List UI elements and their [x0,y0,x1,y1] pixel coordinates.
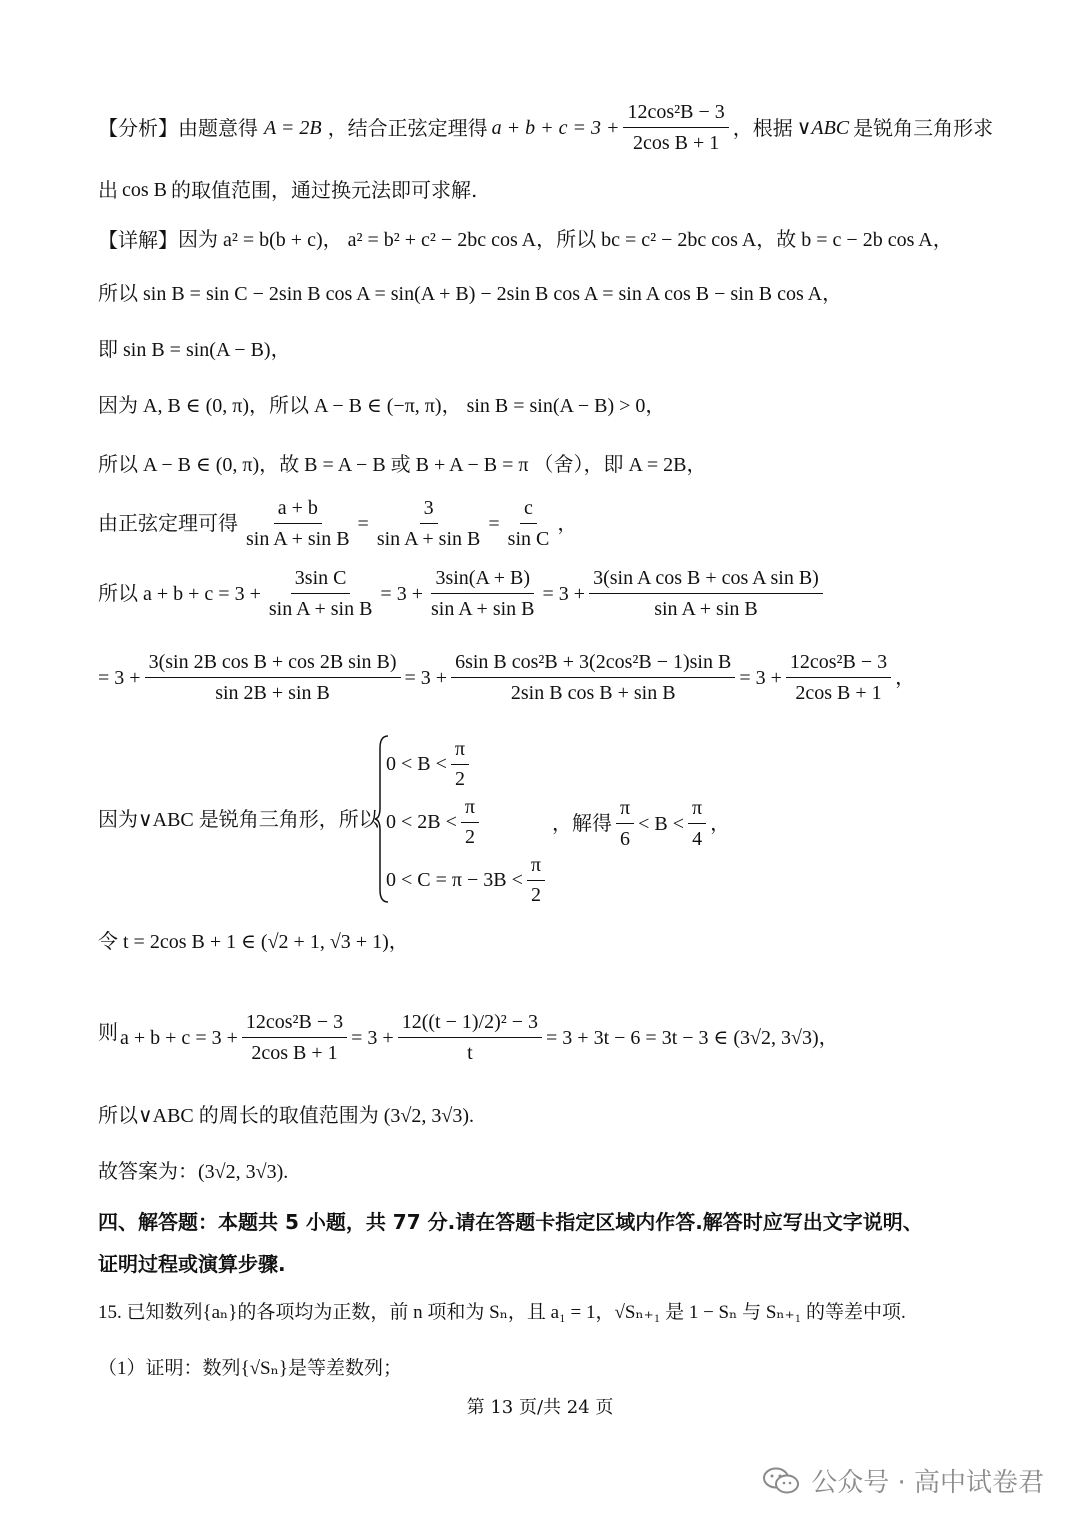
l7-f2-num: 3sin(A + B) [431,566,534,594]
l8-f2-num: 6sin B cos²B + 3(2cos²B − 1)sin B [451,650,735,678]
l11-f2-num: 12((t − 1)/2)² − 3 [398,1010,542,1038]
section-4-heading-cont: 证明过程或演算步骤. [98,1252,286,1276]
detail-line-11 [120,1010,1020,1065]
l7-f2-den: sin A + sin B [430,598,535,620]
l6-f1-den: sin A + sin B [246,528,350,550]
analysis-text-3: ，根据 [732,115,793,140]
l7-f3-num: 3(sin A cos B + cos A sin B) [589,566,823,594]
sys2-den: 2 [464,826,475,848]
wechat-icon [761,1466,801,1496]
detail-line-9-solve [552,796,730,851]
watermark-text: 公众号 · 高中试卷君 [811,1468,1044,1498]
analysis-fraction [623,100,728,155]
l6-f2-num: 3 [420,496,438,524]
l6-frac-2 [373,496,485,551]
sys2-text: 0 < 2B < [386,811,457,833]
l9-solve: ，解得 [552,812,612,835]
l8-frac-1 [145,650,401,705]
l11-a: a + b + c = 3 + [120,1026,238,1049]
l7-frac-2 [427,566,539,621]
analysis-line2-math: cos B [122,179,167,201]
l11-f1-den: 2cos B + 1 [251,1042,338,1064]
detail-line-8 [98,650,1020,705]
detail-line-5: 所以 A − B ∈ (0, π)，故 B = A − B 或 B + A − B = π （舍），即 A = 2B， [98,454,707,476]
l7-eq-2: = 3 + [542,582,586,605]
l9-f1-den: 6 [620,828,631,850]
detail-line-4: 因为 A, B ∈ (0, π)，所以 A − B ∈ (−π, π)， sin B = sin(A − B) > 0， [98,395,666,417]
analysis-math-2: a + b + c = 3 + [491,116,620,139]
l8-end: ， [895,666,916,689]
analysis-text-2: ，结合正弦定理得 [327,115,488,140]
l11-frac-2 [398,1010,542,1065]
detail-line-6 [98,496,1020,551]
l8-eq-2: = 3 + [739,666,782,689]
l9-end: ， [710,812,731,835]
detail-line-7 [98,566,1020,621]
detail-line-3: 即 sin B = sin(A − B)， [98,339,291,361]
analysis-line2-a: 出 [98,178,118,202]
l6-frac-3 [504,496,554,551]
l9-f1-num: π [616,796,634,824]
sys3-den: 2 [530,884,541,906]
sys2-num: π [461,796,479,823]
analysis-tag: 【分析】 [98,115,178,140]
sys1-den: 2 [454,768,465,790]
sys1-num: π [451,738,469,765]
analysis-text-1: 由题意得 [178,115,258,140]
l6-eq-1: = [357,512,369,535]
l9-frac-2 [688,796,706,851]
l6-f3-num: c [520,496,537,524]
l9-f2-num: π [688,796,706,824]
sys3-text: 0 < C = π − 3B < [386,869,523,891]
detail-line-1 [98,228,1020,252]
analysis-line2-b: 的取值范围，通过换元法即可求解. [171,178,478,202]
system-ineq-3 [386,854,549,907]
l9-f2-den: 4 [692,828,703,850]
l6-frac-1 [242,496,354,551]
l8-eq-1: = 3 + [404,666,448,689]
l7-text: 所以 a + b + c = 3 + [98,582,261,605]
l6-end: ， [557,512,578,535]
analysis-text-4: 是锐角三角形求 [853,115,994,140]
detail-l1: 因为 a² = b(b + c)， a² = b² + c² − 2bc cos A，所以 bc = c² − 2bc cos A，故 b = c − 2b cos A， [178,229,953,251]
analysis-line-1 [98,100,1020,155]
l6-f2-den: sin A + sin B [376,528,481,550]
l6-f1-num: a + b [274,496,322,524]
analysis-line-2 [98,178,1020,202]
l6-text: 由正弦定理可得 [98,512,238,535]
sys1-frac [451,738,469,791]
l7-f1-num: 3sin C [291,566,351,594]
detail-line-13: 故答案为：(3√2, 3√3). [98,1161,289,1183]
analysis-math-1: A = 2B [264,116,322,139]
l8-f1-den: sin 2B + sin B [215,682,330,704]
l8-f3-den: 2cos B + 1 [795,682,882,704]
l11-f1-num: 12cos²B − 3 [242,1010,347,1038]
question-15-part-1: （1）证明：数列{√Sₙ}是等差数列； [98,1358,402,1379]
l6-eq-2: = [488,512,500,535]
system-ineq-2 [386,796,483,849]
system-ineq-1 [386,738,473,791]
l11-f2-den: t [467,1042,473,1064]
detail-line-10: 令 t = 2cos B + 1 ∈ (√2 + 1, √3 + 1)， [98,931,409,953]
sys3-frac [527,854,545,907]
l6-f3-den: sin C [507,528,550,550]
l7-eq-1: = 3 + [380,582,423,605]
detail-line-2: 所以 sin B = sin C − 2sin B cos A = sin(A + B) − 2sin B cos A = sin A cos B − sin B cos A， [98,283,843,305]
l8-f2-den: 2sin B cos B + sin B [510,682,676,704]
l8-frac-2 [451,650,735,705]
l9-frac-1 [616,796,634,851]
sys1-text: 0 < B < [386,753,447,775]
l11-frac-1 [242,1010,347,1065]
l7-f3-den: sin A + sin B [654,598,758,620]
analysis-math-3: ∨ABC [796,116,850,139]
l8-start: = 3 + [98,666,141,689]
l11-eq: = 3 + [351,1026,394,1049]
l11-rest: = 3 + 3t − 6 = 3t − 3 ∈ (3√2, 3√3)， [546,1026,839,1049]
l7-f1-den: sin A + sin B [268,598,373,620]
watermark [761,1462,1044,1499]
sys2-frac [461,796,479,849]
question-15-stem: 15. 已知数列{aₙ}的各项均为正数，前 n 项和为 Sₙ，且 a₁ = 1，√Sₙ₊₁ 是 1 − Sₙ 与 Sₙ₊₁ 的等差中项. [98,1302,906,1323]
detail-line-12: 所以∨ABC 的周长的取值范围为 (3√2, 3√3). [98,1105,475,1127]
l7-frac-1 [265,566,377,621]
section-4-heading: 四、解答题：本题共 5 小题，共 77 分.请在答题卡指定区域内作答.解答时应写出文字说明、 [98,1210,923,1234]
detail-line-9-label: 因为∨ABC 是锐角三角形，所以 [98,809,379,831]
fraction-denominator: 2cos B + 1 [632,132,720,154]
detail-tag: 【详解】 [98,228,178,252]
l8-f3-num: 12cos²B − 3 [786,650,891,678]
sys3-num: π [527,854,545,881]
fraction-numerator: 12cos²B − 3 [623,100,728,128]
l8-f1-num: 3(sin 2B cos B + cos 2B sin B) [145,650,401,678]
l8-frac-3 [786,650,891,705]
detail-line-11-then: 则 [98,1020,118,1044]
page-number: 第 13 页/共 24 页 [466,1397,614,1418]
l9-mid: < B < [638,812,685,835]
l7-frac-3 [589,566,823,621]
